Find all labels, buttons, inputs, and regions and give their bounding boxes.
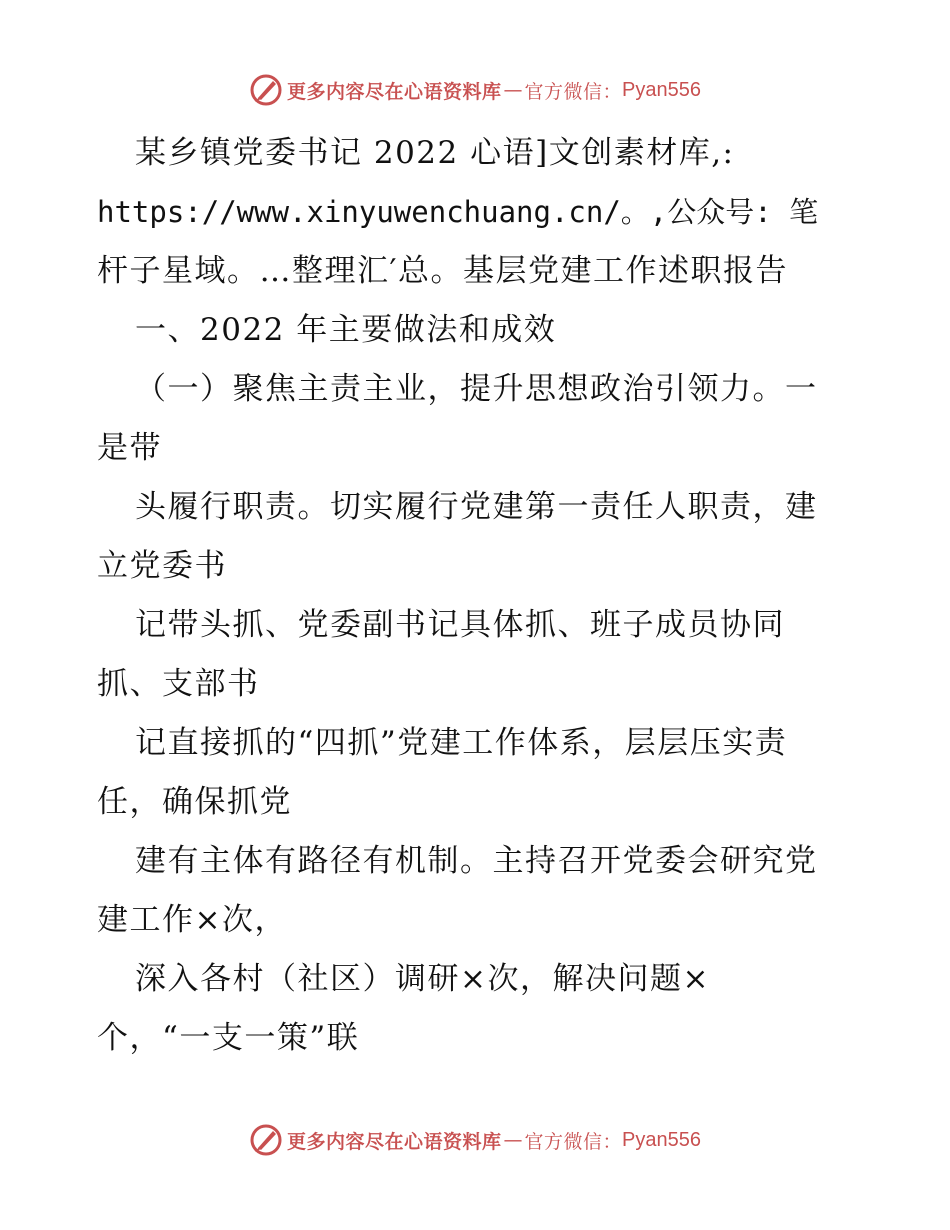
footer-banner [0,1118,950,1162]
banner-dash: — [503,1129,523,1151]
subsection-heading: （一）聚焦主责主业，提升思想政治引领力。一 [135,371,818,407]
body-line: 立党委书 [97,548,227,584]
body-line: 是带 [97,430,162,466]
body-line: 记直接抓的“四抓”党建工作体系，层层压实责 [135,725,788,761]
banner-title: 更多内容尽在心语资料库 [287,80,502,103]
body-line: 任，确保抓党 [97,784,292,820]
body-line: 个，“一支一策”联 [97,1020,360,1056]
section-heading: 一、2022 年主要做法和成效 [135,312,557,348]
body-line: 某乡镇党委书记 2022 心语]文创素材库,: [135,135,735,171]
body-line: 抓、支部书 [97,666,260,702]
url-text: https://www.xinyuwenchuang.cn/。,公众号: 笔 [97,195,819,229]
banner-wechat-label: 官方微信： [524,80,623,103]
header-banner [0,68,950,112]
banner-wechat-label: 官方微信： [524,1130,623,1153]
banner-dash: — [503,79,523,101]
body-line [97,183,867,242]
quill-pen-logo-icon [249,1123,283,1157]
body-line: 深入各村（社区）调研×次，解决问题× [135,961,710,997]
document-body [97,124,867,1068]
banner-wechat-id: Pyan556 [622,78,701,101]
body-line: 记带头抓、党委副书记具体抓、班子成员协同 [135,607,785,643]
body-line: 杆子星域。…整理汇′总。基层党建工作述职报告 [97,253,789,289]
quill-pen-logo-icon [249,73,283,107]
banner-title: 更多内容尽在心语资料库 [287,1130,502,1153]
body-line: 头履行职责。切实履行党建第一责任人职责，建 [135,489,818,525]
body-line: 建有主体有路径有机制。主持召开党委会研究党 [135,843,818,879]
body-line: 建工作×次， [97,902,287,938]
banner-wechat-id: Pyan556 [622,1128,701,1151]
